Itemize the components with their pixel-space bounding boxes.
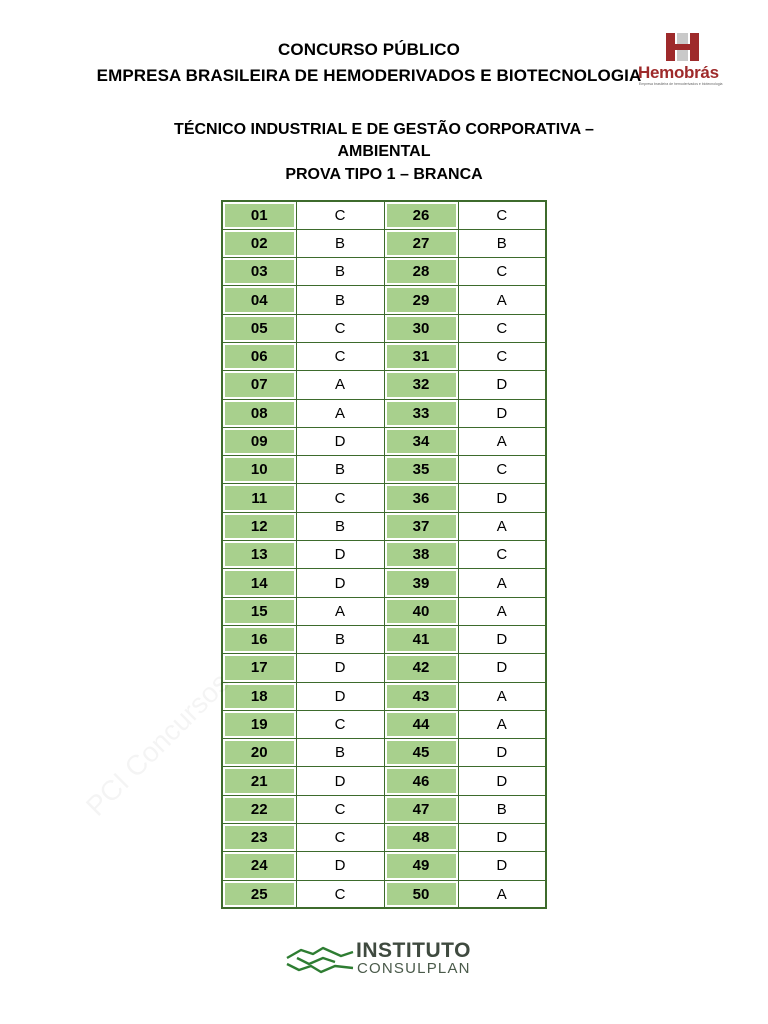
answer-letter: C: [296, 824, 384, 852]
question-number: 46: [384, 767, 458, 795]
table-row: [222, 201, 546, 229]
answer-letter: B: [296, 625, 384, 653]
question-number: 16: [222, 625, 296, 653]
answer-letter: D: [296, 541, 384, 569]
table-row: [222, 541, 546, 569]
table-row: [222, 258, 546, 286]
answer-letter: C: [296, 201, 384, 229]
question-number: 02: [222, 229, 296, 257]
answer-letter: A: [458, 682, 546, 710]
question-number: 38: [384, 541, 458, 569]
table-row: [222, 399, 546, 427]
table-row: [222, 625, 546, 653]
answer-letter: A: [458, 427, 546, 455]
question-number: 04: [222, 286, 296, 314]
answer-letter: B: [296, 512, 384, 540]
question-number: 18: [222, 682, 296, 710]
question-number: 45: [384, 739, 458, 767]
answer-letter: D: [458, 654, 546, 682]
question-number: 15: [222, 597, 296, 625]
question-number: 19: [222, 710, 296, 738]
question-number: 17: [222, 654, 296, 682]
answer-letter: B: [296, 286, 384, 314]
question-number: 01: [222, 201, 296, 229]
answer-letter: B: [296, 739, 384, 767]
watermark: [80, 659, 244, 823]
question-number: 48: [384, 824, 458, 852]
answer-letter: D: [458, 484, 546, 512]
answer-letter: B: [458, 229, 546, 257]
answer-letter: A: [458, 597, 546, 625]
exam-role-line1: TÉCNICO INDUSTRIAL E DE GESTÃO CORPORATIVA –: [174, 121, 594, 138]
question-number: 27: [384, 229, 458, 257]
question-number: 20: [222, 739, 296, 767]
table-row: [222, 569, 546, 597]
question-number: 42: [384, 654, 458, 682]
table-row: [222, 427, 546, 455]
organization-name: EMPRESA BRASILEIRA DE HEMODERIVADOS E BIOTECNOLOGIA: [96, 66, 642, 85]
answer-letter: C: [296, 314, 384, 342]
question-number: 13: [222, 541, 296, 569]
question-number: 32: [384, 371, 458, 399]
table-row: [222, 824, 546, 852]
answer-letter: B: [296, 229, 384, 257]
answer-letter: A: [296, 399, 384, 427]
table-row: [222, 484, 546, 512]
question-number: 39: [384, 569, 458, 597]
question-number: 29: [384, 286, 458, 314]
answer-letter: D: [296, 654, 384, 682]
question-number: 12: [222, 512, 296, 540]
answer-key-table: [221, 200, 547, 909]
question-number: 14: [222, 569, 296, 597]
answer-letter: D: [458, 852, 546, 880]
question-number: 41: [384, 625, 458, 653]
answer-letter: B: [296, 456, 384, 484]
question-number: 21: [222, 767, 296, 795]
logo-name: Hemobrás: [638, 63, 719, 82]
table-row: [222, 852, 546, 880]
table-row: [222, 739, 546, 767]
question-number: 44: [384, 710, 458, 738]
question-number: 28: [384, 258, 458, 286]
answer-letter: A: [458, 512, 546, 540]
question-number: 37: [384, 512, 458, 540]
answer-letter: A: [458, 880, 546, 908]
question-number: 50: [384, 880, 458, 908]
table-row: [222, 456, 546, 484]
question-number: 07: [222, 371, 296, 399]
answer-letter: C: [458, 201, 546, 229]
answer-letter: D: [458, 739, 546, 767]
answer-letter: C: [296, 880, 384, 908]
table-row: [222, 286, 546, 314]
answer-letter: A: [296, 597, 384, 625]
answer-letter: C: [296, 795, 384, 823]
question-number: 26: [384, 201, 458, 229]
answer-letter: D: [296, 852, 384, 880]
answer-letter: C: [296, 342, 384, 370]
answer-letter: D: [296, 767, 384, 795]
question-number: 40: [384, 597, 458, 625]
question-number: 43: [384, 682, 458, 710]
question-number: 22: [222, 795, 296, 823]
table-row: [222, 767, 546, 795]
question-number: 03: [222, 258, 296, 286]
question-number: 06: [222, 342, 296, 370]
footer-title: INSTITUTO: [356, 939, 471, 962]
exam-type: PROVA TIPO 1 – BRANCA: [285, 166, 483, 183]
question-number: 24: [222, 852, 296, 880]
answer-letter: D: [458, 371, 546, 399]
question-number: 09: [222, 427, 296, 455]
answer-letter: B: [458, 795, 546, 823]
table-row: [222, 597, 546, 625]
answer-letter: A: [458, 286, 546, 314]
table-row: [222, 880, 546, 908]
table-row: [222, 314, 546, 342]
answer-letter: C: [296, 710, 384, 738]
answer-letter: D: [296, 427, 384, 455]
question-number: 11: [222, 484, 296, 512]
answer-letter: D: [458, 767, 546, 795]
table-row: [222, 795, 546, 823]
footer-subtitle: CONSULPLAN: [357, 960, 471, 977]
table-row: [222, 371, 546, 399]
question-number: 49: [384, 852, 458, 880]
answer-letter: C: [458, 258, 546, 286]
question-number: 36: [384, 484, 458, 512]
answer-letter: C: [296, 484, 384, 512]
answer-letter: C: [458, 314, 546, 342]
answer-letter: A: [458, 569, 546, 597]
table-row: [222, 512, 546, 540]
table-row: [222, 229, 546, 257]
exam-role-line2: AMBIENTAL: [337, 143, 431, 160]
table-row: [222, 682, 546, 710]
question-number: 31: [384, 342, 458, 370]
answer-letter: D: [458, 625, 546, 653]
answer-letter: D: [458, 824, 546, 852]
answer-letter: D: [296, 569, 384, 597]
logo-tagline: Empresa brasileira de hemoderivados e biotecnologia: [639, 82, 723, 86]
question-number: 23: [222, 824, 296, 852]
document-title: CONCURSO PÚBLICO: [278, 40, 460, 59]
question-number: 47: [384, 795, 458, 823]
answer-letter: D: [458, 399, 546, 427]
answer-letter: A: [296, 371, 384, 399]
question-number: 08: [222, 399, 296, 427]
answer-letter: A: [458, 710, 546, 738]
answer-letter: C: [458, 456, 546, 484]
table-row: [222, 710, 546, 738]
question-number: 30: [384, 314, 458, 342]
answer-letter: D: [296, 682, 384, 710]
question-number: 05: [222, 314, 296, 342]
answer-letter: B: [296, 258, 384, 286]
question-number: 33: [384, 399, 458, 427]
question-number: 34: [384, 427, 458, 455]
table-row: [222, 654, 546, 682]
question-number: 25: [222, 880, 296, 908]
table-row: [222, 342, 546, 370]
answer-letter: C: [458, 342, 546, 370]
answer-letter: C: [458, 541, 546, 569]
question-number: 35: [384, 456, 458, 484]
question-number: 10: [222, 456, 296, 484]
